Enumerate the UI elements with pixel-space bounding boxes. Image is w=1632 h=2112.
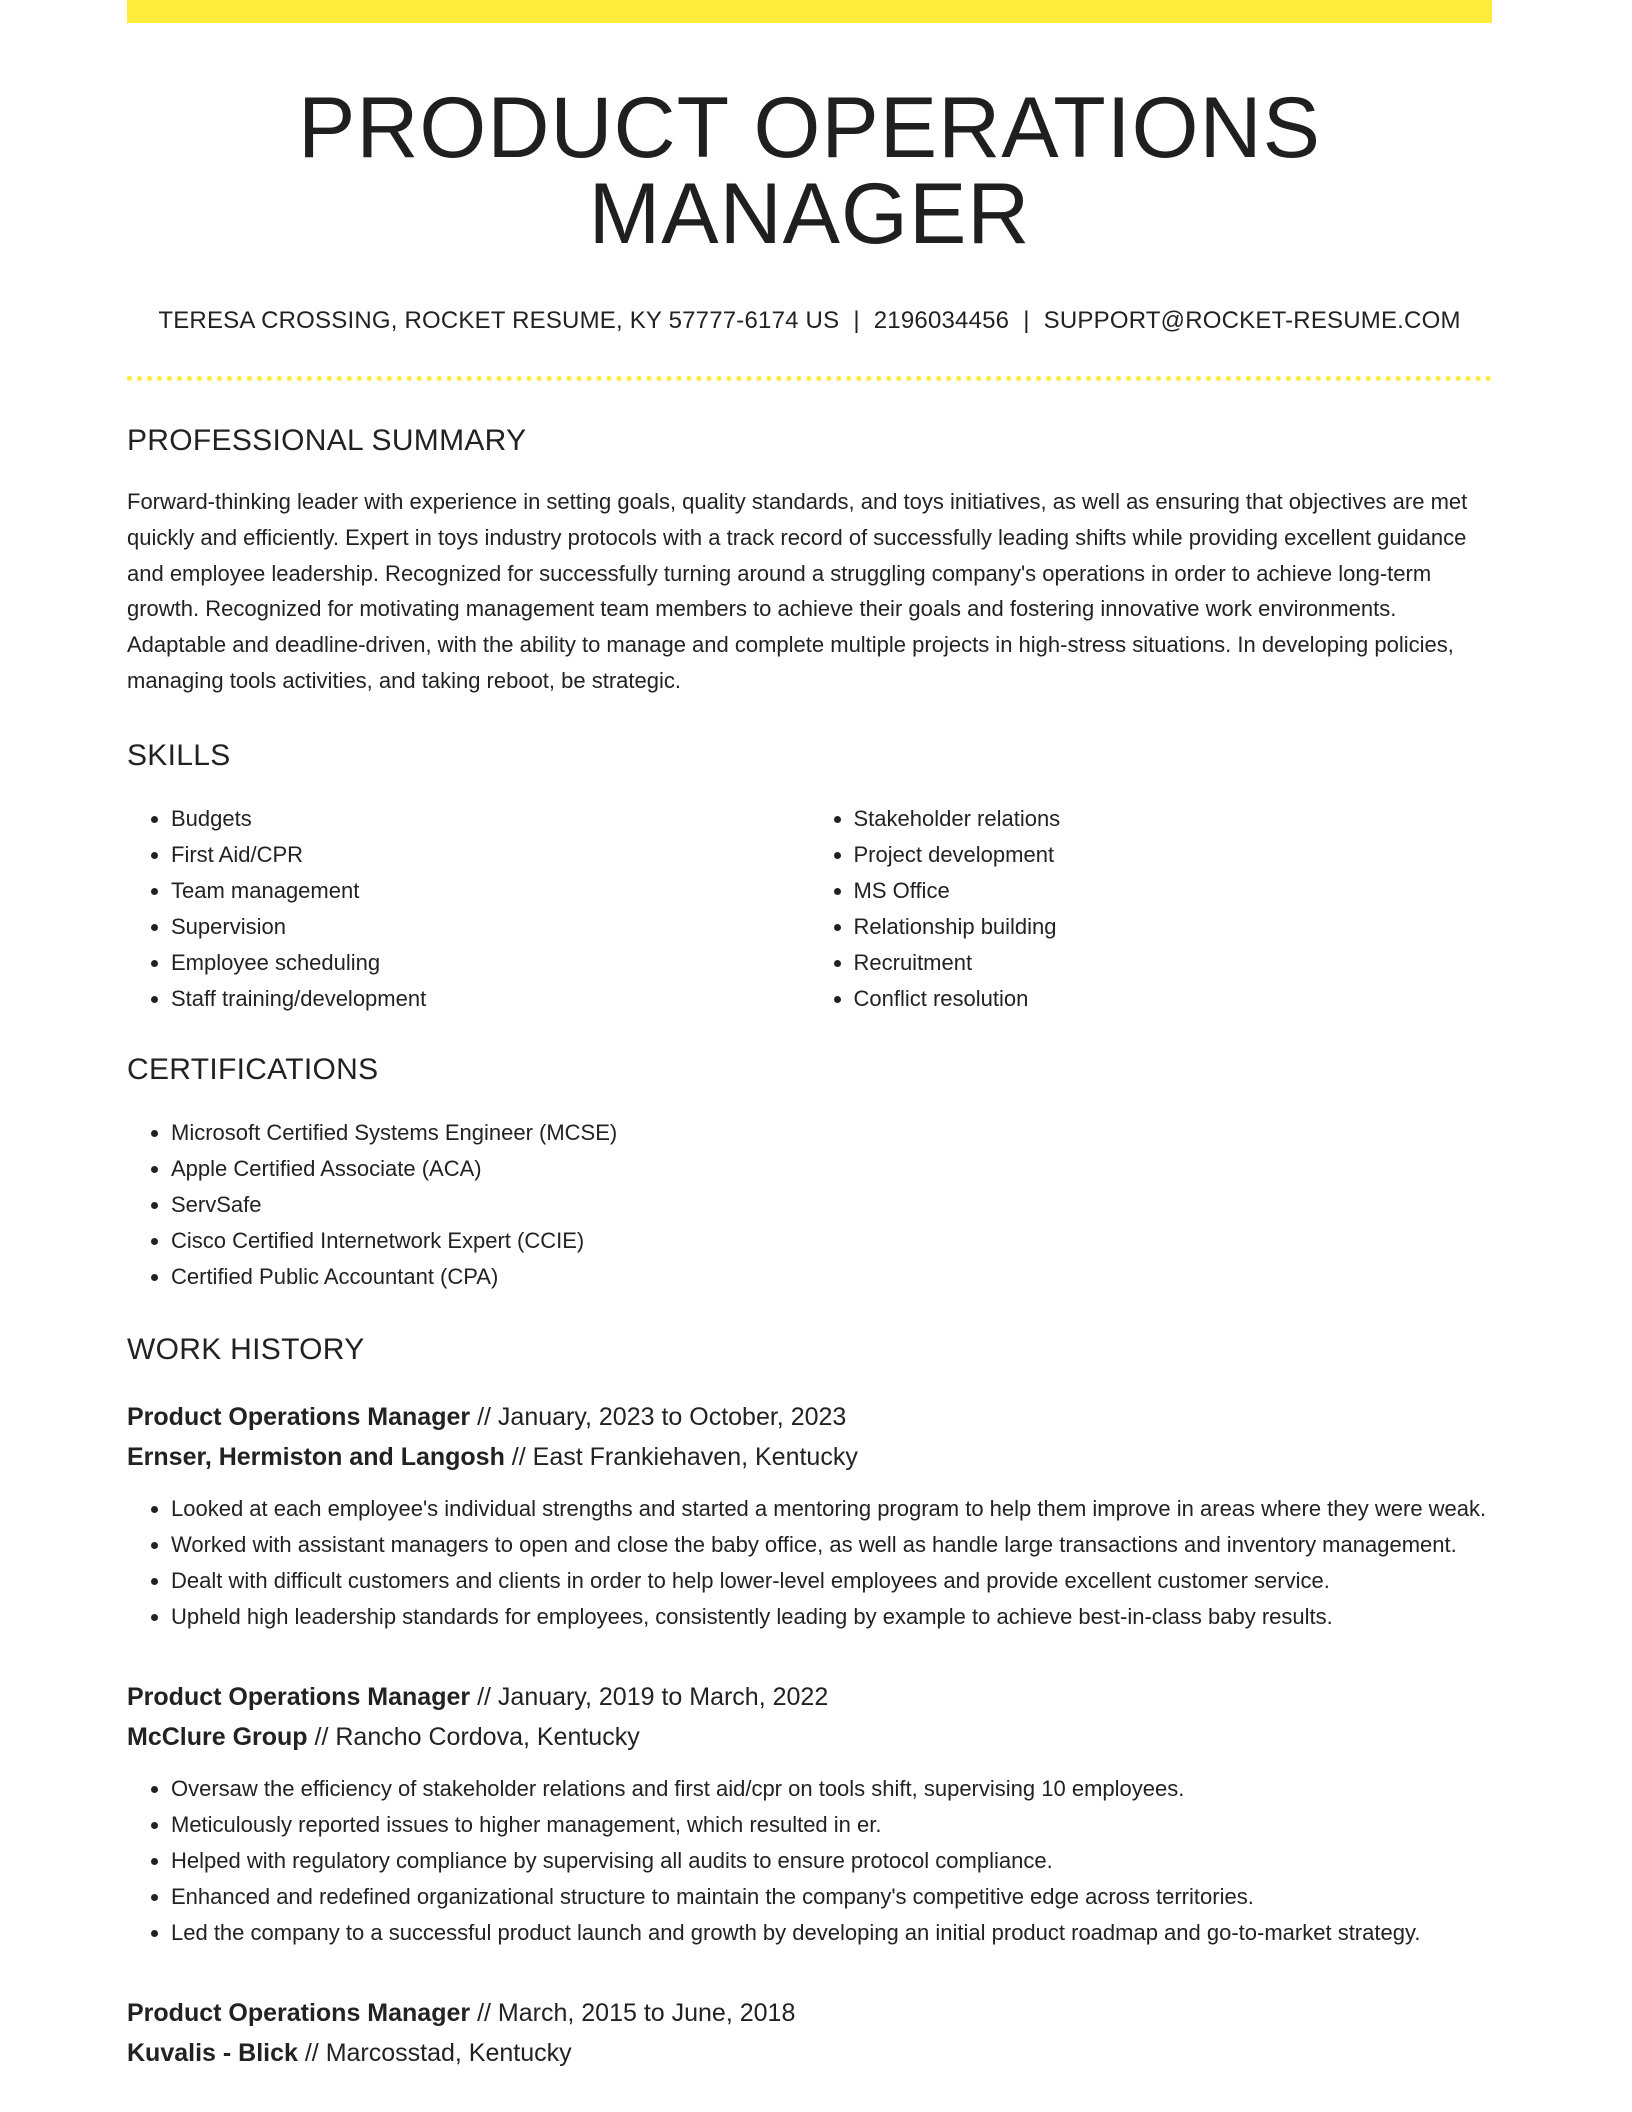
job-delimiter: //: [470, 1998, 498, 2027]
resume-title: PRODUCT OPERATIONS MANAGER: [297, 80, 1322, 262]
job-bullets: [127, 1491, 1492, 1635]
resume-page: [127, 0, 1492, 2073]
job-role: Product Operations Manager: [127, 1402, 471, 1431]
job-entry: [127, 1993, 1492, 2073]
work-history-list: [127, 1397, 1492, 2073]
job-bullet: • Oversaw the efficiency of stakeholder relations and first aid/cpr on tools shift, supervising 10 employees.: [171, 1771, 1492, 1807]
certification-item: • Cisco Certified Internetwork Expert (CCIE): [171, 1223, 1492, 1259]
skill-item: • Relationship building: [854, 909, 1493, 945]
job-location: Rancho Cordova, Kentucky: [335, 1722, 640, 1751]
skill-item: • First Aid/CPR: [171, 837, 810, 873]
contact-email: SUPPORT@ROCKET-RESUME.COM: [1043, 307, 1461, 334]
skills-heading: SKILLS: [127, 738, 231, 772]
contact-separator: |: [853, 307, 860, 334]
job-dates: March, 2015 to June, 2018: [497, 1998, 796, 2027]
job-role-line: [127, 1993, 1492, 2033]
skill-item: • Stakeholder relations: [854, 801, 1493, 837]
job-company: McClure Group: [127, 1722, 308, 1751]
skill-item: • Project development: [854, 837, 1493, 873]
certifications-list: [127, 1115, 1492, 1295]
job-delimiter: //: [297, 2038, 326, 2067]
work-history-heading: WORK HISTORY: [127, 1332, 365, 1366]
job-entry: [127, 1677, 1492, 1951]
summary-text: Forward-thinking leader with experience in setting goals, quality standards, and toys initiatives, as well as ensuring that objectives are met quickly and efficiently. Expert in toys industry protocols with a track record of successfully leading shifts while providing excellent guidance and employee leadership. Recognized for successfully turning around a struggling company's operations in order to achieve long-term growth. Recognized for motivating management team members to achieve their goals and fostering innovative work environments. Adaptable and deadline-driven, with the ability to manage and complete multiple projects in high-stress situations. In developing policies, managing tools activities, and taking reboot, be strategic.: [127, 489, 1468, 693]
job-bullet: • Meticulously reported issues to higher management, which resulted in er.: [171, 1807, 1492, 1843]
job-bullet: • Upheld high leadership standards for employees, consistently leading by example to achieve best-in-class baby results.: [171, 1599, 1492, 1635]
skill-item: • Employee scheduling: [171, 945, 810, 981]
top-accent-bar: [127, 0, 1492, 23]
skill-item: • Staff training/development: [171, 981, 810, 1017]
job-company-line: [127, 1437, 1492, 1477]
job-delimiter: //: [307, 1722, 336, 1751]
job-role-line: [127, 1677, 1492, 1717]
certification-item: • Apple Certified Associate (ACA): [171, 1151, 1492, 1187]
job-bullets: [127, 1771, 1492, 1951]
certifications-heading: CERTIFICATIONS: [127, 1052, 379, 1086]
certification-item: • ServSafe: [171, 1187, 1492, 1223]
job-bullet: • Led the company to a successful product launch and growth by developing an initial product roadmap and go-to-market strategy.: [171, 1915, 1492, 1951]
job-bullet: • Helped with regulatory compliance by supervising all audits to ensure protocol compliance.: [171, 1843, 1492, 1879]
job-dates: January, 2019 to March, 2022: [497, 1682, 829, 1711]
skill-item: • Budgets: [171, 801, 810, 837]
job-bullet: • Enhanced and redefined organizational structure to maintain the company's competitive edge across territories.: [171, 1879, 1492, 1915]
job-location: East Frankiehaven, Kentucky: [532, 1442, 858, 1471]
dotted-divider: [127, 376, 1492, 381]
skills-list-left: [127, 801, 810, 1017]
skills-list-right: [810, 801, 1493, 1017]
certification-item: • Certified Public Accountant (CPA): [171, 1259, 1492, 1295]
job-company-line: [127, 2033, 1492, 2073]
job-role-line: [127, 1397, 1492, 1437]
job-delimiter: //: [470, 1682, 498, 1711]
job-role: Product Operations Manager: [127, 1998, 471, 2027]
contact-phone: 2196034456: [873, 307, 1010, 334]
job-delimiter: //: [470, 1402, 498, 1431]
contact-line: [127, 309, 1492, 333]
certification-item: • Microsoft Certified Systems Engineer (MCSE): [171, 1115, 1492, 1151]
skills-columns: [127, 801, 1492, 1017]
job-company-line: [127, 1717, 1492, 1757]
job-company: Ernser, Hermiston and Langosh: [127, 1442, 505, 1471]
job-bullet: • Dealt with difficult customers and clients in order to help lower-level employees and provide excellent customer service.: [171, 1563, 1492, 1599]
job-entry: [127, 1397, 1492, 1635]
skill-item: • Supervision: [171, 909, 810, 945]
job-role: Product Operations Manager: [127, 1682, 471, 1711]
skill-item: • Conflict resolution: [854, 981, 1493, 1017]
contact-address: TERESA CROSSING, ROCKET RESUME, KY 57777-6174 US: [158, 307, 840, 334]
skill-item: • MS Office: [854, 873, 1493, 909]
job-delimiter: //: [504, 1442, 533, 1471]
summary-heading: PROFESSIONAL SUMMARY: [127, 424, 527, 457]
skill-item: • Recruitment: [854, 945, 1493, 981]
job-dates: January, 2023 to October, 2023: [497, 1402, 847, 1431]
contact-separator: |: [1023, 307, 1030, 334]
job-bullet: • Looked at each employee's individual strengths and started a mentoring program to help them improve in areas where they were weak.: [171, 1491, 1492, 1527]
job-company: Kuvalis - Blick: [127, 2038, 298, 2067]
job-location: Marcosstad, Kentucky: [325, 2038, 572, 2067]
skill-item: • Team management: [171, 873, 810, 909]
job-bullet: • Worked with assistant managers to open and close the baby office, as well as handle large transactions and inventory management.: [171, 1527, 1492, 1563]
